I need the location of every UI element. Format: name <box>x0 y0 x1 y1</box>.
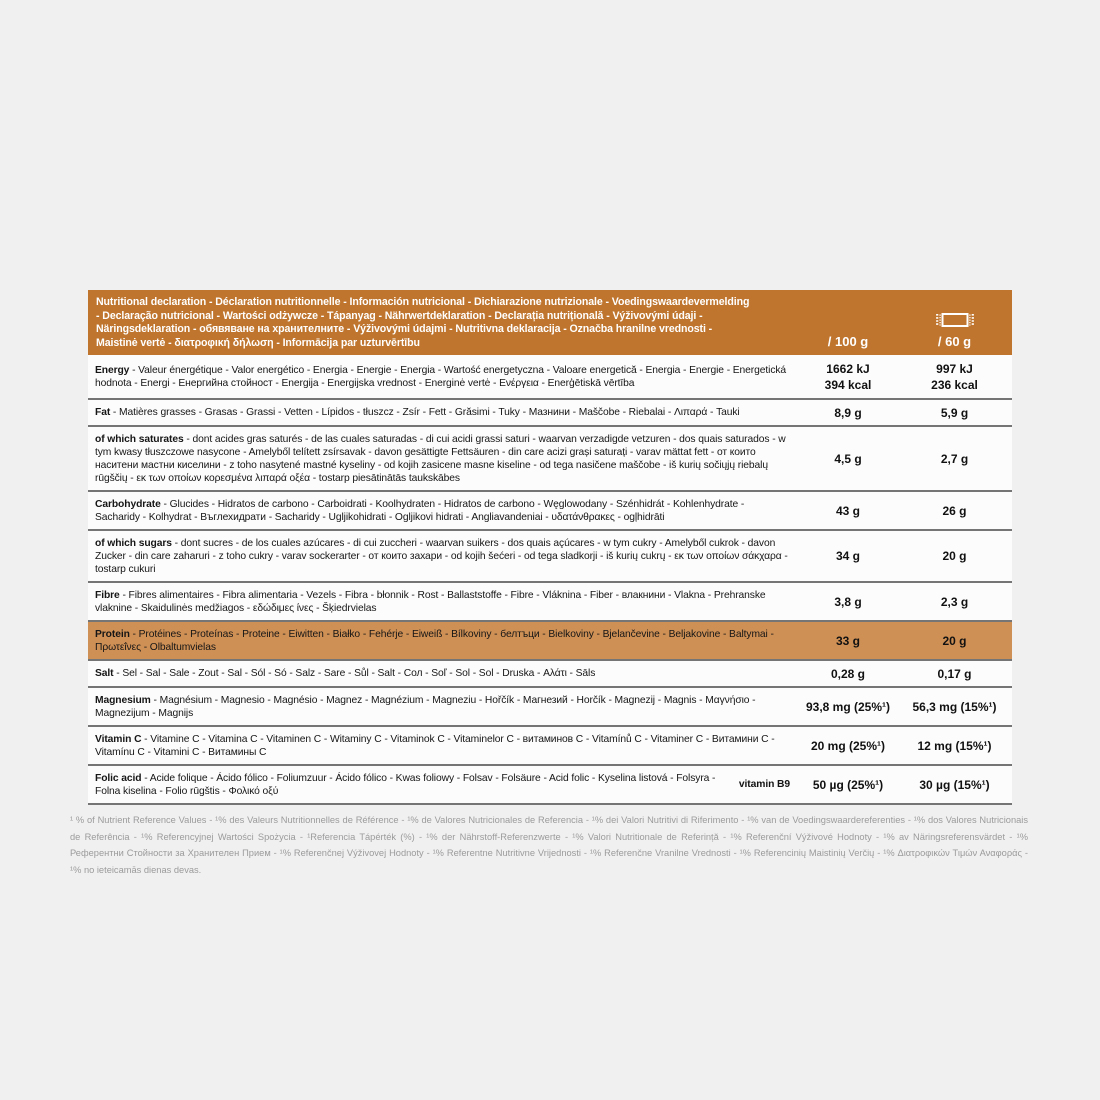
table-row-vitamin-c <box>88 727 1012 766</box>
nutrient-term: Fibre <box>95 589 120 601</box>
value-per-60g: 30 µg (15%¹) <box>919 777 990 792</box>
nutrient-translations: - dont acides gras saturés - de las cuales saturadas - di cui acidi grassi saturi - waarvan verzadigde vetzuren - dos quais saturados - w tym kwasy tłuszczowe nasycone - Amelyből telített zsírsavak - davon gesättigte Fettsäuren - din care acizi grași saturați - varav mättat fett - от които наситени мастни киселини - z toho nasytené mastné kyseliny - od kojih zasicene masne kiseline - od tega nasičene maščobe - iš kurių sočiųjų riebalų rūgščių - εκ των οποίων κορεσμένα λιπαρά οξέα - tostarp piesātinātās taukskābes <box>95 433 786 484</box>
value-per-100g: 93,8 mg (25%¹) <box>805 699 891 714</box>
table-row-saturates <box>88 427 1012 492</box>
nutrient-translations: - Fibres alimentaires - Fibra alimentaria - Vezels - Fibra - błonnik - Rost - Ballaststoffe - Fibre - Vláknina - Fiber - влакнини - Vlakna - Prehranske vlaknine - Skaidulinės medžiagos - εδώδιμες ίνες - Šķiedrvielas <box>95 589 766 614</box>
nutrient-translations: - Protéines - Proteínas - Proteine - Eiwitten - Białko - Fehérje - Eiweiß - Bílkoviny - белтъци - Bielkoviny - Bjelančevine - Beljakovine - Baltymai - Πρωτεΐνες - Olbaltumvielas <box>95 628 774 653</box>
value-per-100g: 43 g <box>835 503 860 518</box>
nutrient-labels <box>95 772 728 798</box>
nutrient-translations: - dont sucres - de los cuales azúcares - di cui zuccheri - waarvan suikers - dos quais açúcares - w tym cukry - Amelyből cukrok - davon Zucker - din care zaharuri - z toho cukry - varav sockerarter - от които захари - od kojih šećeri - od tega sladkorji - iš kurių cukrų - εκ των οποίων σάκχαρα - tostarp cukuri <box>95 537 788 575</box>
nutrient-labels <box>95 628 792 654</box>
nutrient-labels <box>95 364 792 390</box>
value-per-100g: 4,5 g <box>834 451 862 466</box>
value-per-60g: 2,7 g <box>940 451 969 466</box>
value-per-100g <box>792 361 904 393</box>
reference-values-footnote: ¹ % of Nutrient Reference Values - ¹% des Valeurs Nutritionnelles de Référence - ¹% de Valores Nutricionales de Referencia - ¹% dei Valori Nutritivi di Riferimento - ¹% van de Voedingswaardereferenties - ¹% dos Valores Nutricionais de Referência - ¹% Referencyjnej Wartości Spożycia - ¹Referencia Tápérték (%) - ¹% der Nährstoff-Referenzwerte - ¹% Valori Nutritionale de Referință - ¹% Referenční Výživové Hodnoty - ¹% av Näringsreferensvärdet - ¹% Референтни Стойности за Хранителен Прием - ¹% Referenčnej Výživovej Hodnoty - ¹% Referentne Nutritivne Vrijednosti - ¹% Referenčne Vranilne Vrednosti - ¹% Referencinių Maistinių Verčių - ¹% Διατροφικών Τιμών Αναφοράς - ¹% no ieteicamās dienas devas. <box>70 815 1028 875</box>
nutrient-labels <box>95 694 792 720</box>
value-per-60g: 26 g <box>942 503 967 518</box>
table-row-fat <box>88 400 1012 427</box>
energy-kcal-60g: 236 kcal <box>931 377 978 392</box>
energy-kj-100g: 1662 kJ <box>826 361 870 376</box>
nutrient-translations: - Matières grasses - Grasas - Grassi - Vetten - Lípidos - tłuszcz - Zsír - Fett - Grăsimi - Tuky - Мазнини - Maščobe - Riebalai - Λιπαρά - Tauki <box>110 407 740 419</box>
value-per-100g: 33 g <box>835 633 860 648</box>
table-title: Nutritional declaration - Déclaration nutritionnelle - Información nutricional - Dichiarazione nutrizionale - Voedingswaardevermelding - Declaração nutricional - Wartości odżywcze - Tápanyag - Nährwertdeklaration - Declarația nutrițională - Výživovými údaji - Näringsdeklaration - обявяване на хранителните - Výživovými údajmi - Nutritivna deklaracija - Označba hranilne vrednosti - Maistinė vertė - διατροφική δήλωση - Informācija par uzturvērtību <box>96 296 750 349</box>
nutrient-translations: - Vitamine C - Vitamina C - Vitaminen C - Witaminy C - Vitaminok C - Vitaminelor C - витаминов C - Vitamínů C - Vitaminer C - Витамини C - Vitamínu C - Vitamini C - Витамины C <box>95 733 775 758</box>
nutrient-term: Folic acid <box>95 772 142 784</box>
table-row-salt <box>88 661 1012 688</box>
col-header-per-100g-label: / 100 g <box>827 334 869 350</box>
nutrient-labels <box>95 498 792 524</box>
energy-kcal-100g: 394 kcal <box>824 377 872 392</box>
value-per-60g: 20 g <box>942 633 967 648</box>
nutrient-term: of which sugars <box>95 537 172 549</box>
nutrient-translations: - Sel - Sal - Sale - Zout - Sal - Sól - Só - Salz - Sare - Sůl - Salt - Сол - Soľ - Sol - Sol - Druska - Αλάτι - Sāls <box>113 668 596 680</box>
value-per-60g: 12 mg (15%¹) <box>917 738 992 753</box>
nutrient-labels <box>95 589 792 615</box>
nutrient-labels <box>95 537 792 576</box>
nutrient-term: Protein <box>95 628 130 640</box>
table-row-energy <box>88 355 1012 400</box>
energy-kj-60g: 997 kJ <box>936 361 973 376</box>
value-per-60g: 0,17 g <box>937 666 972 681</box>
value-per-60g: 20 g <box>942 549 967 564</box>
table-row-folic-acid <box>88 766 1012 805</box>
value-per-60g <box>904 361 1005 393</box>
value-per-100g: 20 mg (25%¹) <box>810 738 886 753</box>
nutrient-labels <box>95 406 792 419</box>
col-header-per-60g <box>904 296 1005 350</box>
nutrient-term: Carbohydrate <box>95 498 161 510</box>
nutrient-term: Salt <box>95 668 114 680</box>
nutrient-translations: - Glucides - Hidratos de carbono - Carboidrati - Koolhydraten - Hidratos de carbono - Węglowodany - Szénhidrát - Kohlenhydrate - Sacharidy - Kolhydrat - Въглехидрати - Sacharidy - Ugljikohidrati - Ogljikovi hidrati - Angliavandeniai - υδατάνθρακες - ogļhidrāti <box>95 498 745 523</box>
nutrition-label <box>70 290 1028 878</box>
nutrient-term: Magnesium <box>95 694 151 706</box>
nutrition-table <box>88 290 1012 805</box>
nutrient-labels <box>95 667 792 680</box>
nutrient-translations: - Magnésium - Magnesio - Magnésio - Magnez - Magnézium - Magneziu - Hořčík - Магнезий - Horčík - Magnezij - Magnis - Μαγνήσιο - Magnezijum - Magnijs <box>95 694 756 719</box>
col-header-per-60g-label: / 60 g <box>937 334 972 350</box>
value-per-100g: 0,28 g <box>830 666 866 681</box>
nutrient-term: Fat <box>95 407 111 419</box>
nutrient-term: Vitamin C <box>95 733 142 745</box>
vitamin-b9-label: vitamin B9 <box>738 779 790 791</box>
table-row-fibre <box>88 583 1012 622</box>
value-per-60g: 2,3 g <box>940 594 969 609</box>
value-per-100g: 34 g <box>835 549 860 564</box>
bar-wrapper-icon <box>934 311 976 329</box>
nutrient-labels <box>95 433 792 485</box>
value-per-100g: 3,8 g <box>834 594 862 609</box>
value-per-60g: 5,9 g <box>940 405 969 420</box>
table-row-magnesium <box>88 688 1012 727</box>
value-per-100g: 8,9 g <box>834 405 862 420</box>
table-row-carbohydrate <box>88 492 1012 531</box>
nutrient-translations: - Acide folique - Ácido fólico - Foliumzuur - Ácido fólico - Kwas foliowy - Folsav - Folsäure - Acid folic - Kyselina listová - Folsyra - Folna kiselina - Folio rūgštis - Φολικό οξύ <box>95 772 716 797</box>
value-per-60g: 56,3 mg (15%¹) <box>912 699 997 714</box>
nutrient-labels <box>95 733 792 759</box>
nutrient-term: of which saturates <box>95 433 184 445</box>
table-header <box>88 290 1012 355</box>
value-per-100g: 50 µg (25%¹) <box>812 777 884 792</box>
nutrient-translations: - Valeur énergétique - Valor energético - Energia - Energie - Energia - Wartość energetyczna - Valoare energetică - Energia - Energie - Energetická hodnota - Energi - Енергийна стойност - Energija - Energijska vrednost - Energinė vertė - Ενέργεια - Enerģētiskā vērtība <box>95 364 787 389</box>
table-row-protein <box>88 622 1012 661</box>
col-header-per-100g <box>792 296 904 350</box>
nutrient-term: Energy <box>95 364 130 376</box>
table-row-sugars <box>88 531 1012 583</box>
